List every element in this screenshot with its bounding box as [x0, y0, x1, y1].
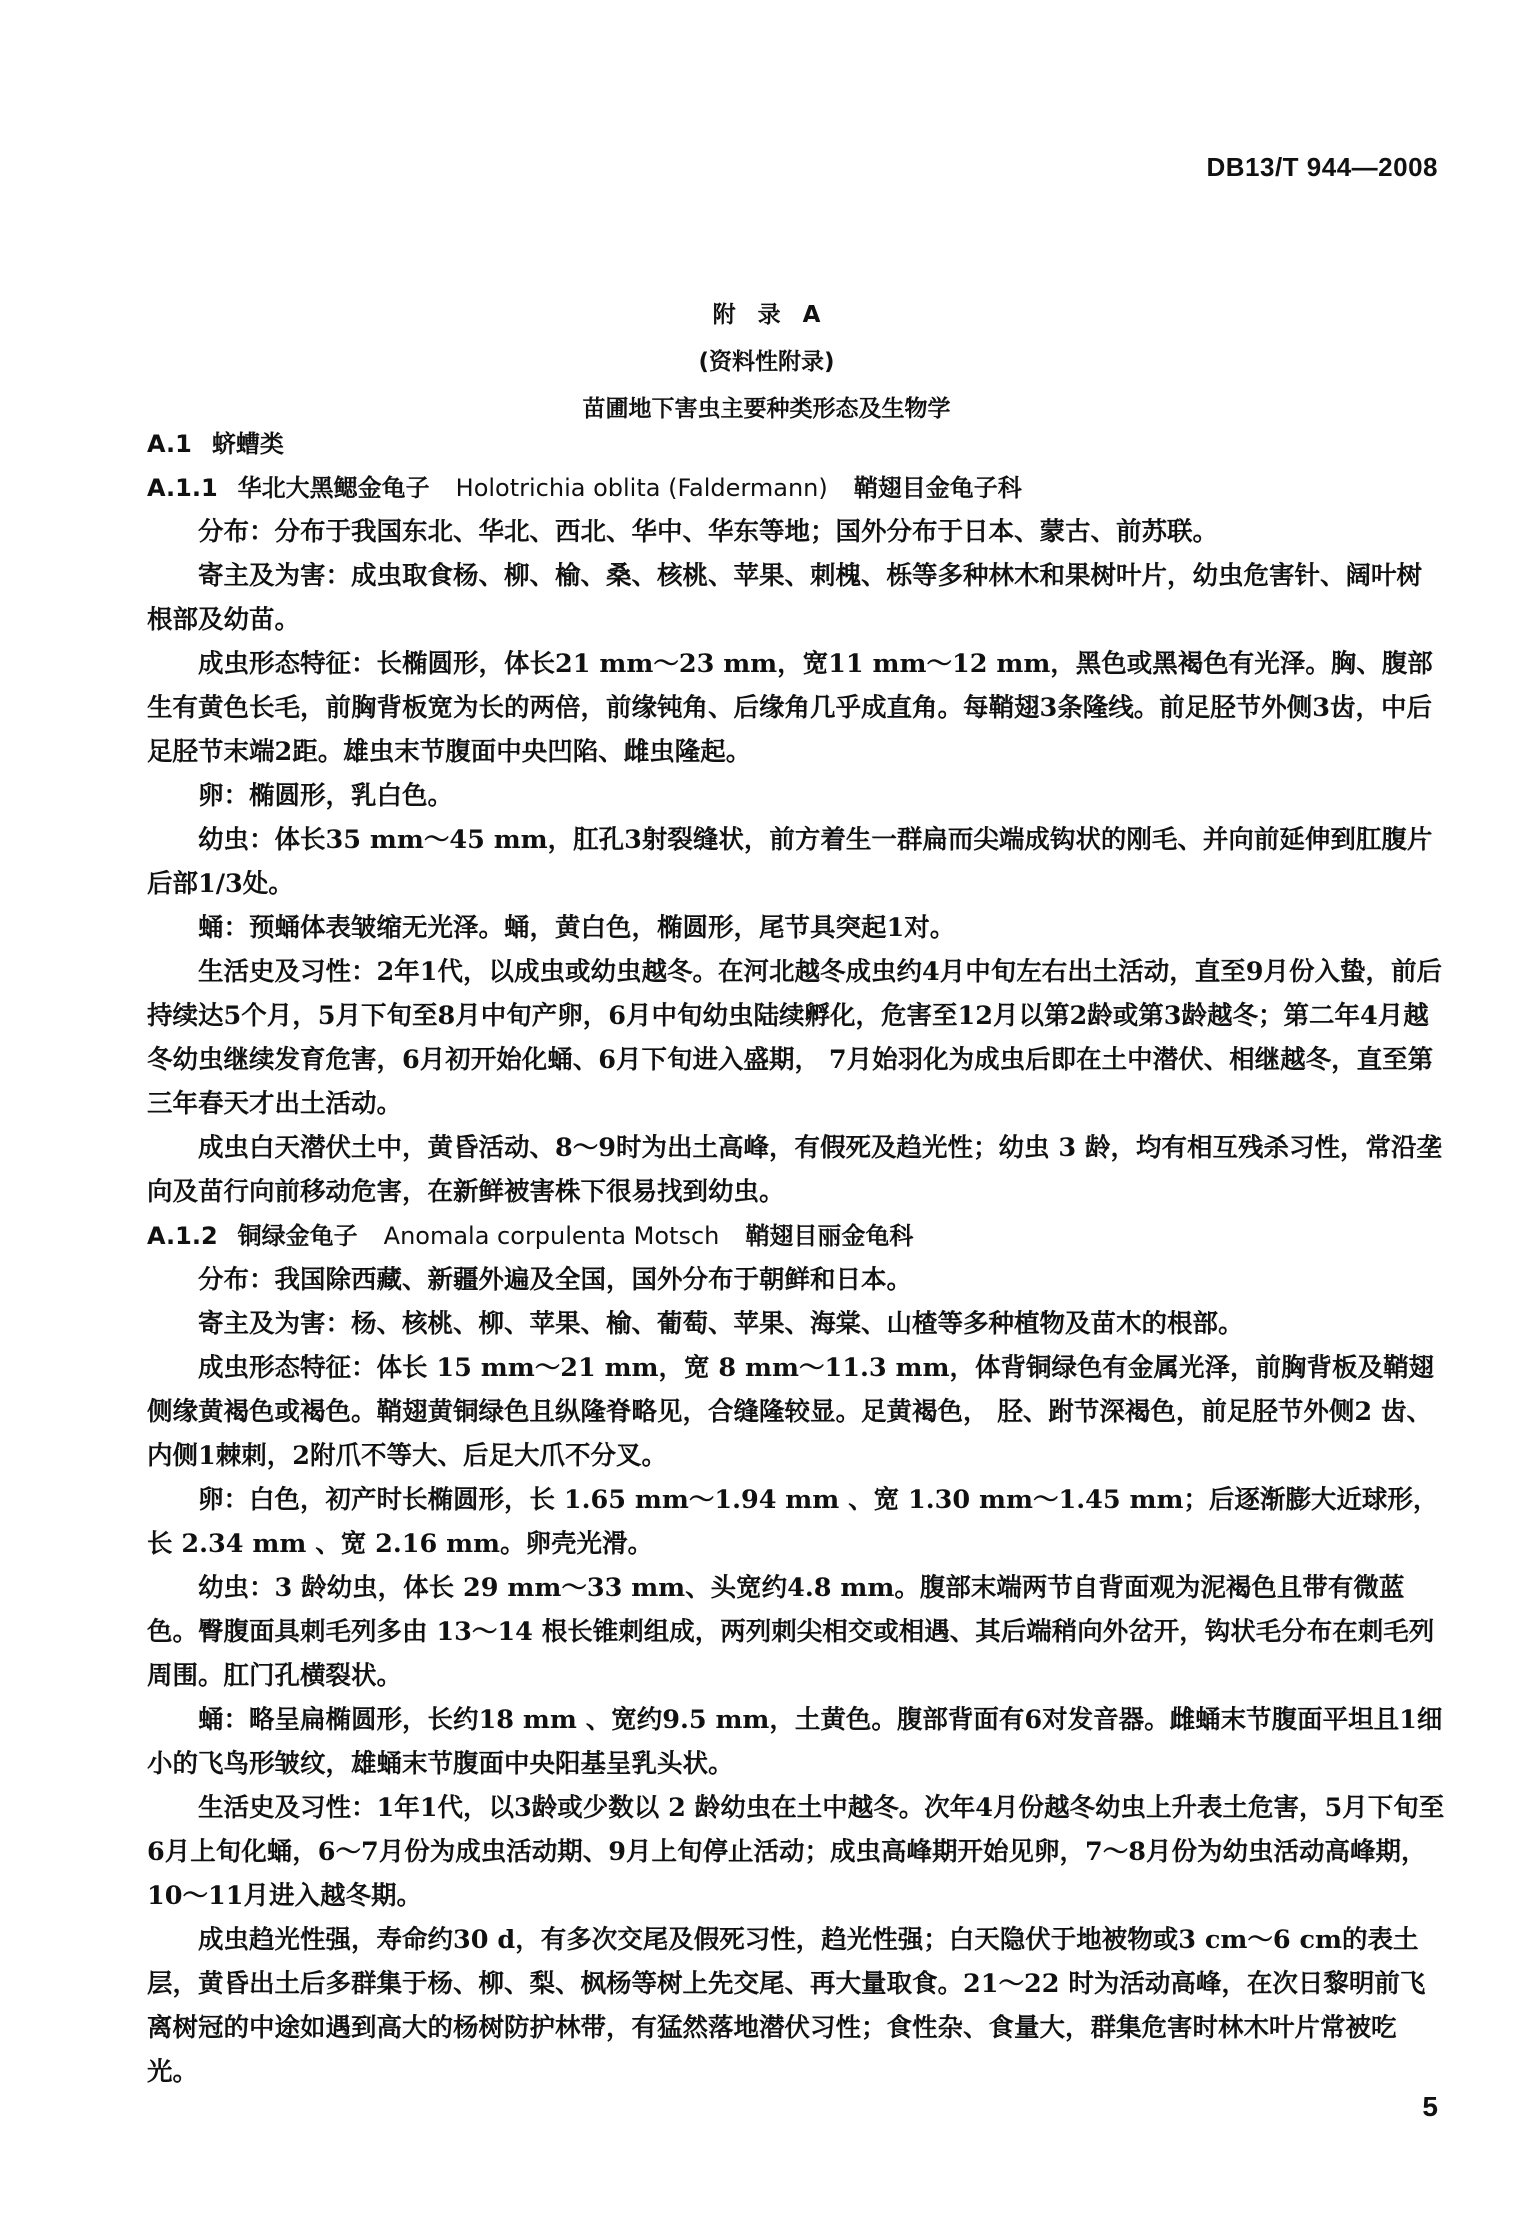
paragraph: 寄主及为害：杨、核桃、柳、苹果、榆、葡萄、苹果、海棠、山楂等多种植物及苗木的根部。 — [198, 1309, 1244, 1339]
paragraph: 卵：椭圆形，乳白色。 — [198, 781, 454, 811]
species-order: 鞘翅目金龟子科 — [853, 474, 1022, 502]
species-latin-name: Anomala corpulenta Motsch — [383, 1222, 720, 1250]
section-heading-a1-2 — [147, 1214, 1447, 1258]
paragraph: 卵：白色，初产时长椭圆形，长 1.65 mm～1.94 mm 、宽 1.30 mm～1.45 mm；后逐渐膨大近球形，长 2.34 mm 、宽 2.16 mm。卵壳光滑。 — [147, 1485, 1439, 1559]
paragraph: 分布：分布于我国东北、华北、西北、华中、华东等地；国外分布于日本、蒙古、前苏联。 — [198, 517, 1219, 547]
appendix-title: 苗圃地下害虫主要种类形态及生物学 — [582, 396, 951, 422]
paragraph: 成虫形态特征：体长 15 mm～21 mm，宽 8 mm～11.3 mm，体背铜绿色有金属光泽，前胸背板及鞘翅侧缘黄褐色或褐色。鞘翅黄铜绿色且纵隆脊略见，合缝隆较显。足黄褐色， 胫、跗节深褐色，前足胫节外侧2 齿、内侧1棘刺，2附爪不等大、后足大爪不分叉。 — [147, 1353, 1434, 1471]
appendix-heading — [0, 292, 1533, 433]
appendix-type: (资料性附录) — [698, 349, 835, 375]
species-name: 华北大黑鳃金龟子 — [237, 474, 430, 502]
page-number: 5 — [1422, 2091, 1438, 2122]
section-number: A.1 — [147, 430, 192, 458]
section-heading-a1 — [147, 422, 1447, 466]
species-name: 铜绿金龟子 — [237, 1222, 358, 1250]
paragraph: 成虫形态特征：长椭圆形，体长21 mm～23 mm，宽11 mm～12 mm，黑色或黑褐色有光泽。胸、腹部生有黄色长毛，前胸背板宽为长的两倍，前缘钝角、后缘角几乎成直角。每鞘翅3条隆线。前足胫节外侧3齿，中后足胫节末端2距。雄虫末节腹面中央凹陷、雌虫隆起。 — [147, 649, 1433, 767]
section-number: A.1.2 — [147, 1222, 218, 1250]
body-text — [147, 422, 1447, 2094]
paragraph: 幼虫：3 龄幼虫，体长 29 mm～33 mm、头宽约4.8 mm。腹部末端两节自背面观为泥褐色且带有微蓝色。臀腹面具刺毛列多由 13～14 根长锥刺组成，两列刺尖相交或相遇、其后端稍向外岔开，钩状毛分布在刺毛列周围。肛门孔横裂状。 — [147, 1573, 1435, 1691]
paragraph: 寄主及为害：成虫取食杨、柳、榆、桑、核桃、苹果、刺槐、栎等多种林木和果树叶片，幼虫危害针、阔叶树根部及幼苗。 — [147, 561, 1423, 635]
paragraph: 蛹：略呈扁椭圆形，长约18 mm 、宽约9.5 mm，土黄色。腹部背面有6对发音器。雌蛹末节腹面平坦且1细小的飞鸟形皱纹，雄蛹末节腹面中央阳基呈乳头状。 — [147, 1705, 1443, 1779]
species-latin-name: Holotrichia oblita (Faldermann) — [455, 474, 828, 502]
species-order: 鞘翅目丽金龟科 — [745, 1222, 914, 1250]
section-title: 蛴螬类 — [211, 430, 284, 458]
section-heading-a1-1 — [147, 466, 1447, 510]
paragraph: 分布：我国除西藏、新疆外遍及全国，国外分布于朝鲜和日本。 — [198, 1265, 913, 1295]
appendix-label: 附录A — [712, 302, 843, 328]
paragraph: 蛹：预蛹体表皱缩无光泽。蛹，黄白色，椭圆形，尾节具突起1对。 — [198, 913, 956, 943]
section-number: A.1.1 — [147, 474, 218, 502]
paragraph: 生活史及习性：1年1代，以3龄或少数以 2 龄幼虫在土中越冬。次年4月份越冬幼虫上升表土危害，5月下旬至6月上旬化蛹，6～7月份为成虫活动期、9月上旬停止活动；成虫高峰期开始见卵，7～8月份为幼虫活动高峰期，10～11月进入越冬期。 — [147, 1793, 1445, 1911]
paragraph: 生活史及习性：2年1代，以成虫或幼虫越冬。在河北越冬成虫约4月中旬左右出土活动，直至9月份入蛰，前后持续达5个月，5月下旬至8月中旬产卵，6月中旬幼虫陆续孵化，危害至12月以第2龄或第3龄越冬；第二年4月越冬幼虫继续发育危害，6月初开始化蛹、6月下旬进入盛期， 7月始羽化为成虫后即在土中潜伏、相继越冬，直至第三年春天才出土活动。 — [147, 957, 1442, 1119]
paragraph: 幼虫：体长35 mm～45 mm，肛孔3射裂缝状，前方着生一群扁而尖端成钩状的刚毛、并向前延伸到肛腹片后部1/3处。 — [147, 825, 1433, 899]
paragraph: 成虫趋光性强，寿命约30 d，有多次交尾及假死习性，趋光性强；白天隐伏于地被物或3 cm～6 cm的表土层，黄昏出土后多群集于杨、柳、梨、枫杨等树上先交尾、再大量取食。21～22 时为活动高峰，在次日黎明前飞离树冠的中途如遇到高大的杨树防护林带，有猛然落地潜伏习性；食性杂、食量大，群集危害时林木叶片常被吃光。 — [147, 1925, 1426, 2087]
paragraph: 成虫白天潜伏土中，黄昏活动、8～9时为出土高峰，有假死及趋光性；幼虫 3 龄，均有相互残杀习性，常沿垄向及苗行向前移动危害，在新鲜被害株下很易找到幼虫。 — [147, 1133, 1442, 1207]
standard-code: DB13/T 944—2008 — [1206, 152, 1438, 182]
